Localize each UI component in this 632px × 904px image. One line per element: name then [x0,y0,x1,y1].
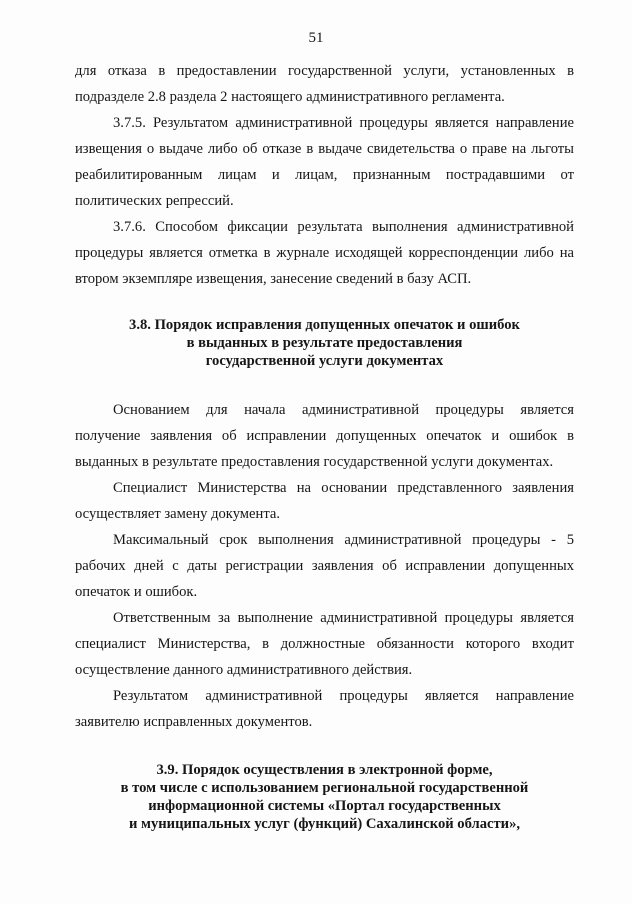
heading-line: государственной услуги документах [205,353,444,369]
paragraph-responsible: Ответственным за выполнение административной процедуры является специалист Министерства, в должностные обязанности которого входит осуществление данного административного действия. [75,610,574,678]
paragraph-continuation: для отказа в предоставлении государственной услуги, установленных в подразделе 2.8 раздела 2 настоящего административного регламента. [75,63,574,105]
page-content [75,58,574,833]
heading-line: в том числе с использованием региональной государственной [120,780,529,796]
heading-line: в выданных в результате предоставления [186,335,463,351]
paragraph-result: Результатом административной процедуры является направление заявителю исправленных документов. [75,688,574,730]
section-heading-3-9 [75,761,574,833]
page-number: 51 [308,30,324,46]
heading-line: 3.9. Порядок осуществления в электронной форме, [156,762,493,778]
paragraph-3-7-5: 3.7.5. Результатом административной процедуры является направление извещения о выдаче либо об отказе в выдаче свидетельства о праве на льготы реабилитированным лицам и лицам, признанным пострадавшими от политических репрессий. [75,115,574,209]
paragraph-basis: Основанием для начала административной процедуры является получение заявления об исправлении допущенных опечаток и ошибок в выданных в результате предоставления государственной услуги документах. [75,402,574,470]
heading-line: информационной системы «Портал государственных [148,798,501,814]
paragraph-3-7-6: 3.7.6. Способом фиксации результата выполнения административной процедуры является отметка в журнале исходящей корреспонденции либо на втором экземпляре извещения, занесение сведений в базу АСП. [75,219,574,287]
paragraph-deadline: Максимальный срок выполнения административной процедуры - 5 рабочих дней с даты регистрации заявления об исправлении допущенных опечаток и ошибок. [75,532,574,600]
heading-line: 3.8. Порядок исправления допущенных опечаток и ошибок [129,317,520,333]
section-heading-3-8 [75,316,574,370]
heading-line: и муниципальных услуг (функций) Сахалинской области», [128,816,521,832]
paragraph-specialist: Специалист Министерства на основании представленного заявления осуществляет замену документа. [75,480,574,522]
